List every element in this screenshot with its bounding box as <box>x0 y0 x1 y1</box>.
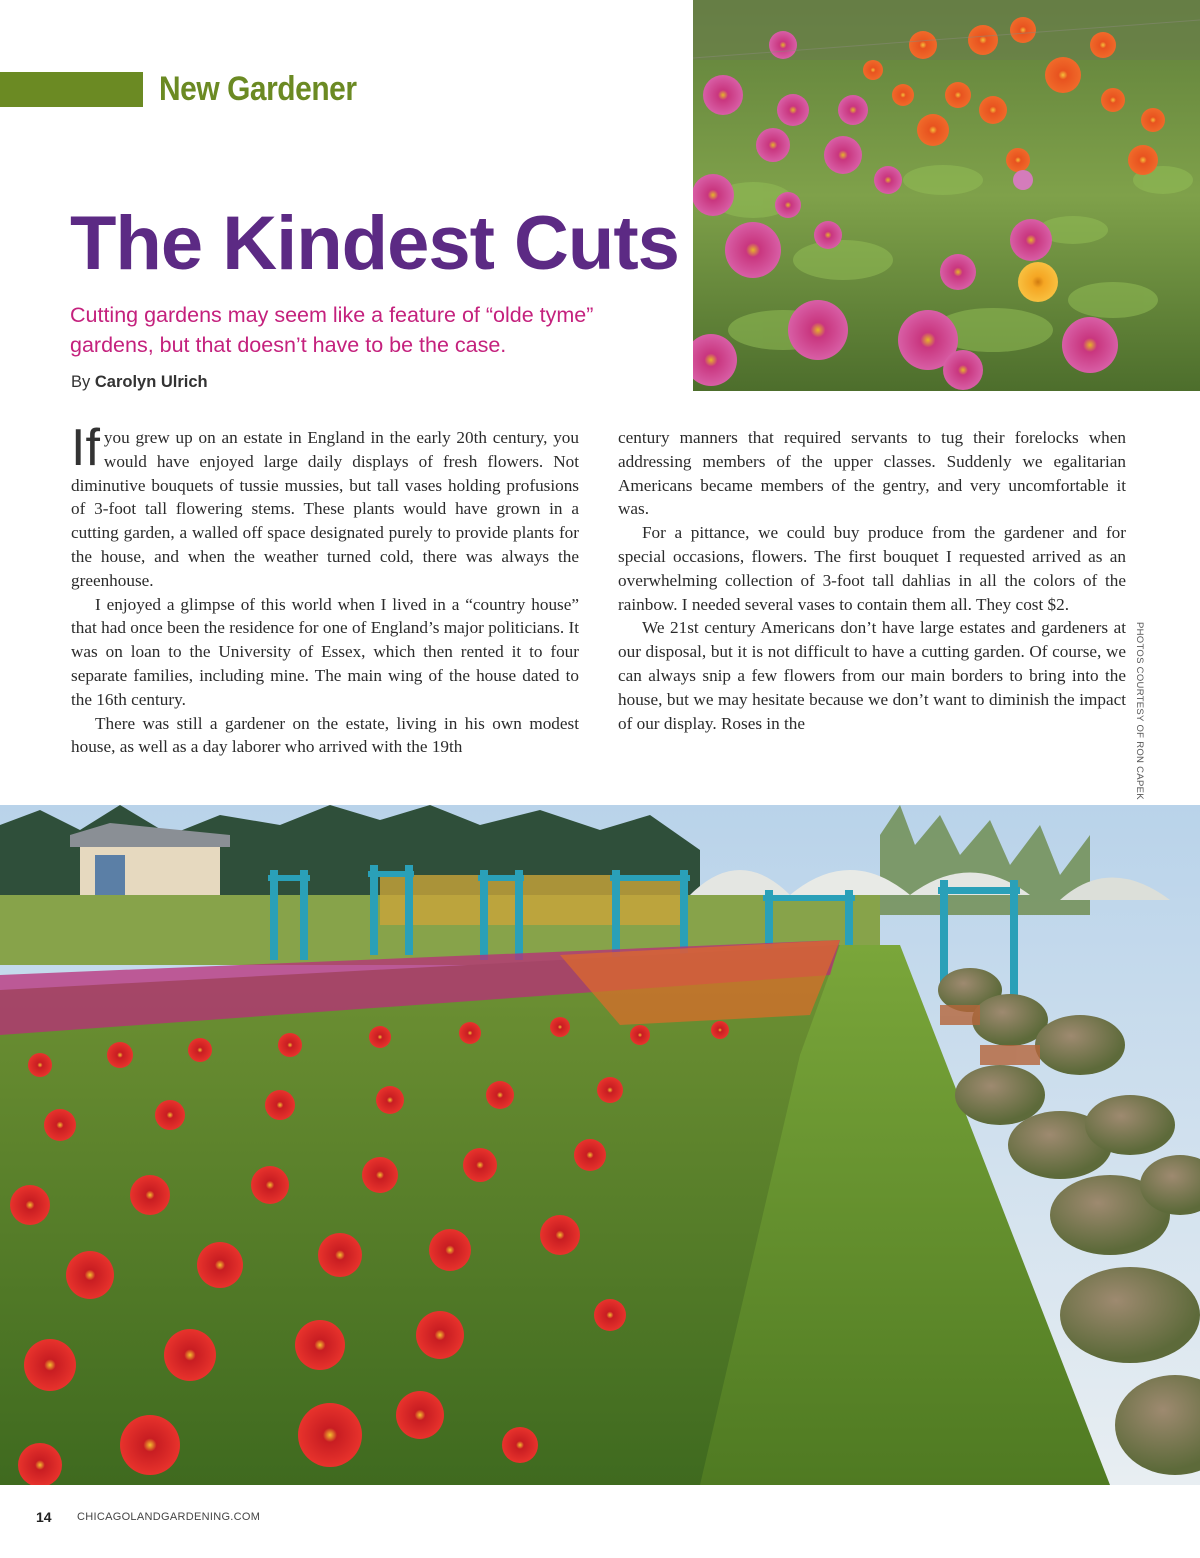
article-title: The Kindest Cuts <box>70 201 679 286</box>
body-paragraph: For a pittance, we could buy produce from the gardener and for special occasions, flowers. The first bouquet I requested arrived as an overwhelming collection of 3-foot tall dahlias in all the colors of the rainbow. I needed several vases to contain them all. They cost $2. <box>618 523 1126 614</box>
footer-site: CHICAGOLANDGARDENING.COM <box>77 1511 261 1523</box>
author-name: Carolyn Ulrich <box>94 373 208 391</box>
zinnia-closeup-photo <box>693 0 1200 391</box>
body-paragraph: I enjoyed a glimpse of this world when I lived in a “country house” that had once been the residence for one of England’s major politicians. It was on loan to the University of Essex, which then rented it to four separate families, including mine. The main wing of the house dated to the 16th century. <box>71 594 579 709</box>
drop-cap: If <box>71 419 100 477</box>
byline-prefix: By <box>71 373 91 391</box>
byline <box>71 373 208 392</box>
body-paragraph: We 21st century Americans don’t have large estates and gardeners at our disposal, but it is not difficult to have a cutting garden. Of course, we can always snip a few flowers from our main borders to bring into the house, but we may hesitate because we don’t want to diminish the impact of our display. Roses in the <box>618 618 1126 733</box>
cutting-garden-photo <box>0 805 1200 1485</box>
body-paragraph: There was still a gardener on the estate, living in his own modest house, as well as a day laborer who arrived with the 19th <box>71 713 579 757</box>
body-paragraph: century manners that required servants to tug their forelocks when addressing members of the upper classes. Suddenly we egalitarian Americans became members of the gentry, and very uncomfortable it was. <box>618 428 1126 519</box>
body-column-2 <box>618 426 1126 735</box>
deck-line-2: gardens, but that doesn’t have to be the case. <box>70 333 507 357</box>
article-deck <box>70 300 670 360</box>
body-column-1 <box>71 419 579 759</box>
body-paragraph: If you grew up on an estate in England in the early 20th century, you would have enjoyed large daily displays of fresh flowers. Not diminutive bouquets of tussie mussies, but tall vases holding profusions of 3-foot tall flowering stems. These plants would have grown in a cutting garden, a walled off space designated purely to provide plants for the house, and when the weather turned cold, there was always the greenhouse. <box>71 419 579 590</box>
page-number: 14 <box>36 1509 52 1525</box>
section-color-bar <box>0 72 143 107</box>
photo-credit: PHOTOS COURTESY OF RON CAPEK <box>1134 622 1145 800</box>
deck-line-1: Cutting gardens may seem like a feature of “olde tyme” <box>70 303 594 327</box>
section-label: New Gardener <box>159 70 357 108</box>
